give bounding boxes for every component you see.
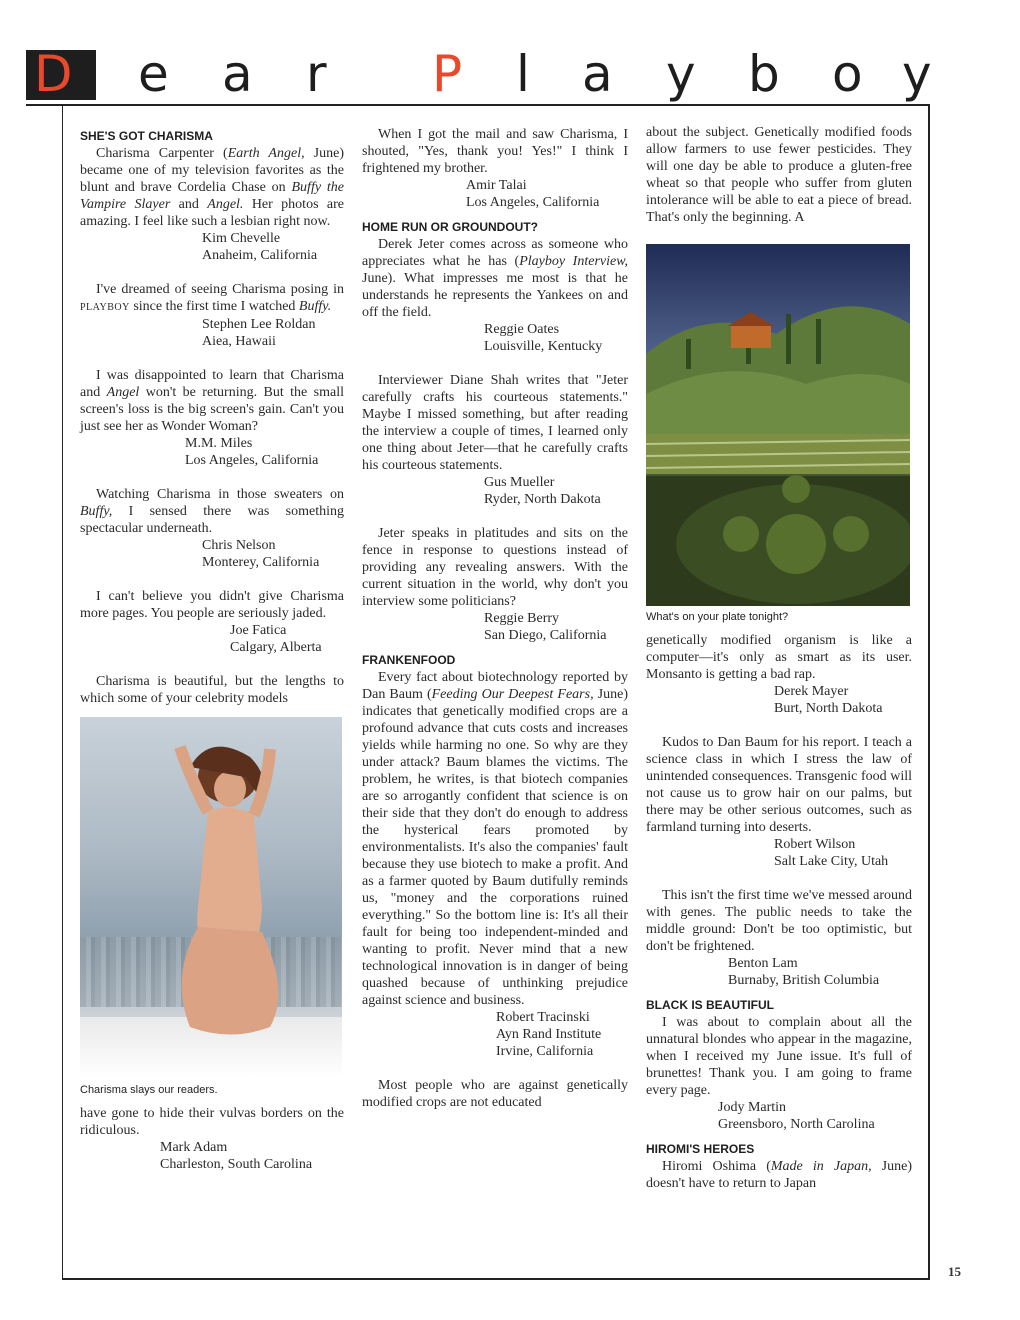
signature-place: Anaheim, California xyxy=(202,248,318,263)
masthead-letter: l xyxy=(516,45,530,103)
signature-name: Robert Wilson xyxy=(774,837,856,852)
signature-name: Chris Nelson xyxy=(202,538,276,553)
letter-body: Charisma is beautiful, but the lengths to which some of your celebrity models xyxy=(80,674,344,706)
signature-place: Aiea, Hawaii xyxy=(202,334,276,349)
signature-place: Charleston, South Carolina xyxy=(160,1157,313,1172)
masthead xyxy=(26,45,936,103)
masthead-drop-box xyxy=(26,45,96,103)
signature-place: San Diego, California xyxy=(484,628,607,643)
signature-place: Los Angeles, California xyxy=(466,195,600,210)
masthead-letter: e xyxy=(138,45,169,103)
letter-body: Charisma Carpenter (Earth Angel, June) became one of my television favorites as the blunt and brave Cordelia Chase on Buffy the Vampire Slayer and Angel. Her photos are amazing. I feel like such a lesbian right now. xyxy=(80,146,345,229)
letter-body: Hiromi Oshima (Made in Japan, June) doesn't have to return to Japan xyxy=(646,1159,913,1191)
masthead-letter: a xyxy=(582,45,613,103)
signature-name: Benton Lam xyxy=(728,956,798,971)
signature-name: Stephen Lee Roldan xyxy=(202,317,316,332)
masthead-letter: r xyxy=(306,45,327,103)
section-heading: BLACK IS BEAUTIFUL xyxy=(646,998,774,1012)
section-heading: SHE'S GOT CHARISMA xyxy=(80,129,213,143)
signature-place: Louisville, Kentucky xyxy=(484,339,603,354)
letter-body: genetically modified organism is like a computer—it's only as smart as its user. Monsanto is getting a bad rap. xyxy=(646,633,912,682)
signature-name: Jody Martin xyxy=(718,1100,787,1115)
frame-rule-right xyxy=(928,104,930,1280)
frame-rule-left xyxy=(62,104,63,1280)
masthead-letter: y xyxy=(902,45,932,103)
frame-rule-top xyxy=(26,104,930,106)
column-3 xyxy=(646,124,912,1192)
signature-place: Monterey, California xyxy=(202,555,320,570)
letter-body: have gone to hide their vulvas borders on the ridiculous. xyxy=(80,1106,344,1138)
masthead-letter: a xyxy=(222,45,253,103)
masthead-letter: o xyxy=(832,45,863,103)
figure-silhouette xyxy=(150,737,300,1057)
signature-name: Reggie Berry xyxy=(484,611,560,626)
charisma-photo xyxy=(80,717,342,1077)
signature-name: Kim Chevelle xyxy=(202,231,281,246)
masthead-letter: b xyxy=(748,45,780,103)
signature-name: Amir Talai xyxy=(466,178,527,193)
letter-body: Kudos to Dan Baum for his report. I teach a science class in which I stress the law of unintended consequences. Transgenic food will not cause us to grow hair on our palms, but there may be other serious outcomes, such as farmland turning into deserts. xyxy=(646,735,912,835)
letter-body: When I got the mail and saw Charisma, I shouted, "Yes, thank you! Yes!" I think I frightened my brother. xyxy=(362,127,628,176)
masthead-letter: y xyxy=(666,45,696,103)
signature-name: Gus Mueller xyxy=(484,475,555,490)
letter-body: I can't believe you didn't give Charisma more pages. You people are seriously jaded. xyxy=(80,589,344,621)
letter-body: Watching Charisma in those sweaters on Buffy, I sensed there was something spectacular underneath. xyxy=(80,487,344,536)
masthead-letter: P xyxy=(432,45,463,103)
signature-name: M.M. Miles xyxy=(185,436,253,451)
masthead-drop-letter: D xyxy=(34,45,73,103)
signature-place: Salt Lake City, Utah xyxy=(774,854,889,869)
photo-caption: Charisma slays our readers. xyxy=(80,1084,218,1096)
signature-place: Burt, North Dakota xyxy=(774,701,883,716)
section-heading: FRANKENFOOD xyxy=(362,653,456,667)
page-number: 15 xyxy=(948,1264,961,1279)
column-1 xyxy=(80,128,344,1173)
signature-name: Mark Adam xyxy=(160,1140,228,1155)
letter-body: Every fact about biotechnology reported by Dan Baum (Feeding Our Deepest Fears, June) indicates that genetically modified crops are a profound advance that cuts costs and increases yields while harming no one. So why are they under attack? Baum blames the victims. The problem, he writes, is that biotech companies are so arrogantly confident that science is on their side that they don't do enough to address the hysterical fears promoted by environmentalists. It's also the companies' fault because they use biotech to make a profit. And as a farmer quoted by Baum dutifully reminds us, "money and the corporations ruined everything." So the bottom line is: It's all their fault for being too independent-minded and wanting to profit. Never mind that a new technological innovation is in danger of being quashed because of unthinking prejudice against science and business. xyxy=(362,670,628,1008)
farm-scene xyxy=(646,244,910,606)
signature-place: Irvine, California xyxy=(496,1044,594,1059)
signature-name: Reggie Oates xyxy=(484,322,560,337)
signature-name: Robert Tracinski xyxy=(496,1010,590,1025)
signature-place: Calgary, Alberta xyxy=(230,640,322,655)
section-heading: HOME RUN OR GROUNDOUT? xyxy=(362,220,538,234)
letter-body: I was disappointed to learn that Charisma and Angel won't be returning. But the small screen's loss is the big screen's gain. Can't you just see her as Wonder Woman? xyxy=(80,368,345,434)
signature-place: Greensboro, North Carolina xyxy=(718,1117,875,1132)
letter-body: This isn't the first time we've messed around with genes. The public needs to take the middle ground: Don't be too optimistic, but don't be frightened. xyxy=(646,888,912,954)
letter-body: Jeter speaks in platitudes and sits on the fence in response to questions instead of providing any revealing answers. With the current situation in the world, why don't you interview some politicians? xyxy=(362,526,628,609)
column-2 xyxy=(362,126,628,1111)
letter-body: Derek Jeter comes across as someone who appreciates what he has (Playboy Interview, June). What impresses me most is that he understands he represents the Yankees on and off the field. xyxy=(362,237,629,320)
signature-place: Burnaby, British Columbia xyxy=(728,973,880,988)
letter-body: about the subject. Genetically modified foods allow farmers to use fewer pesticides. They will one day be able to produce a gluten-free wheat so that people who suffer from gluten intolerance will be able to eat a piece of bread. That's only the beginning. A xyxy=(646,125,912,225)
signature-name: Derek Mayer xyxy=(774,684,849,699)
letter-body: Interviewer Diane Shah writes that "Jeter carefully crafts his courteous statements." Maybe I missed something, but after reading the interview a couple of times, I learned only one thing about Jeter—that he carefully crafts his courteous statements. xyxy=(362,373,628,473)
signature-place: Ryder, North Dakota xyxy=(484,492,601,507)
signature-name: Joe Fatica xyxy=(230,623,287,638)
signature-org: Ayn Rand Institute xyxy=(496,1027,602,1042)
letter-body: I was about to complain about all the unnatural blondes who appear in the magazine, when I received my June issue. It's full of brunettes! Thank you. I am going to frame every page. xyxy=(646,1015,912,1098)
signature-place: Los Angeles, California xyxy=(185,453,319,468)
gmo-farm-illustration xyxy=(646,244,910,606)
frame-rule-bottom xyxy=(62,1278,930,1280)
section-heading: HIROMI'S HEROES xyxy=(646,1142,755,1156)
letter-body: Most people who are against genetically modified crops are not educated xyxy=(362,1078,628,1110)
letter-body: I've dreamed of seeing Charisma posing in PLAYBOY since the first time I watched Buffy. xyxy=(80,282,344,314)
photo-caption: What's on your plate tonight? xyxy=(646,611,789,623)
